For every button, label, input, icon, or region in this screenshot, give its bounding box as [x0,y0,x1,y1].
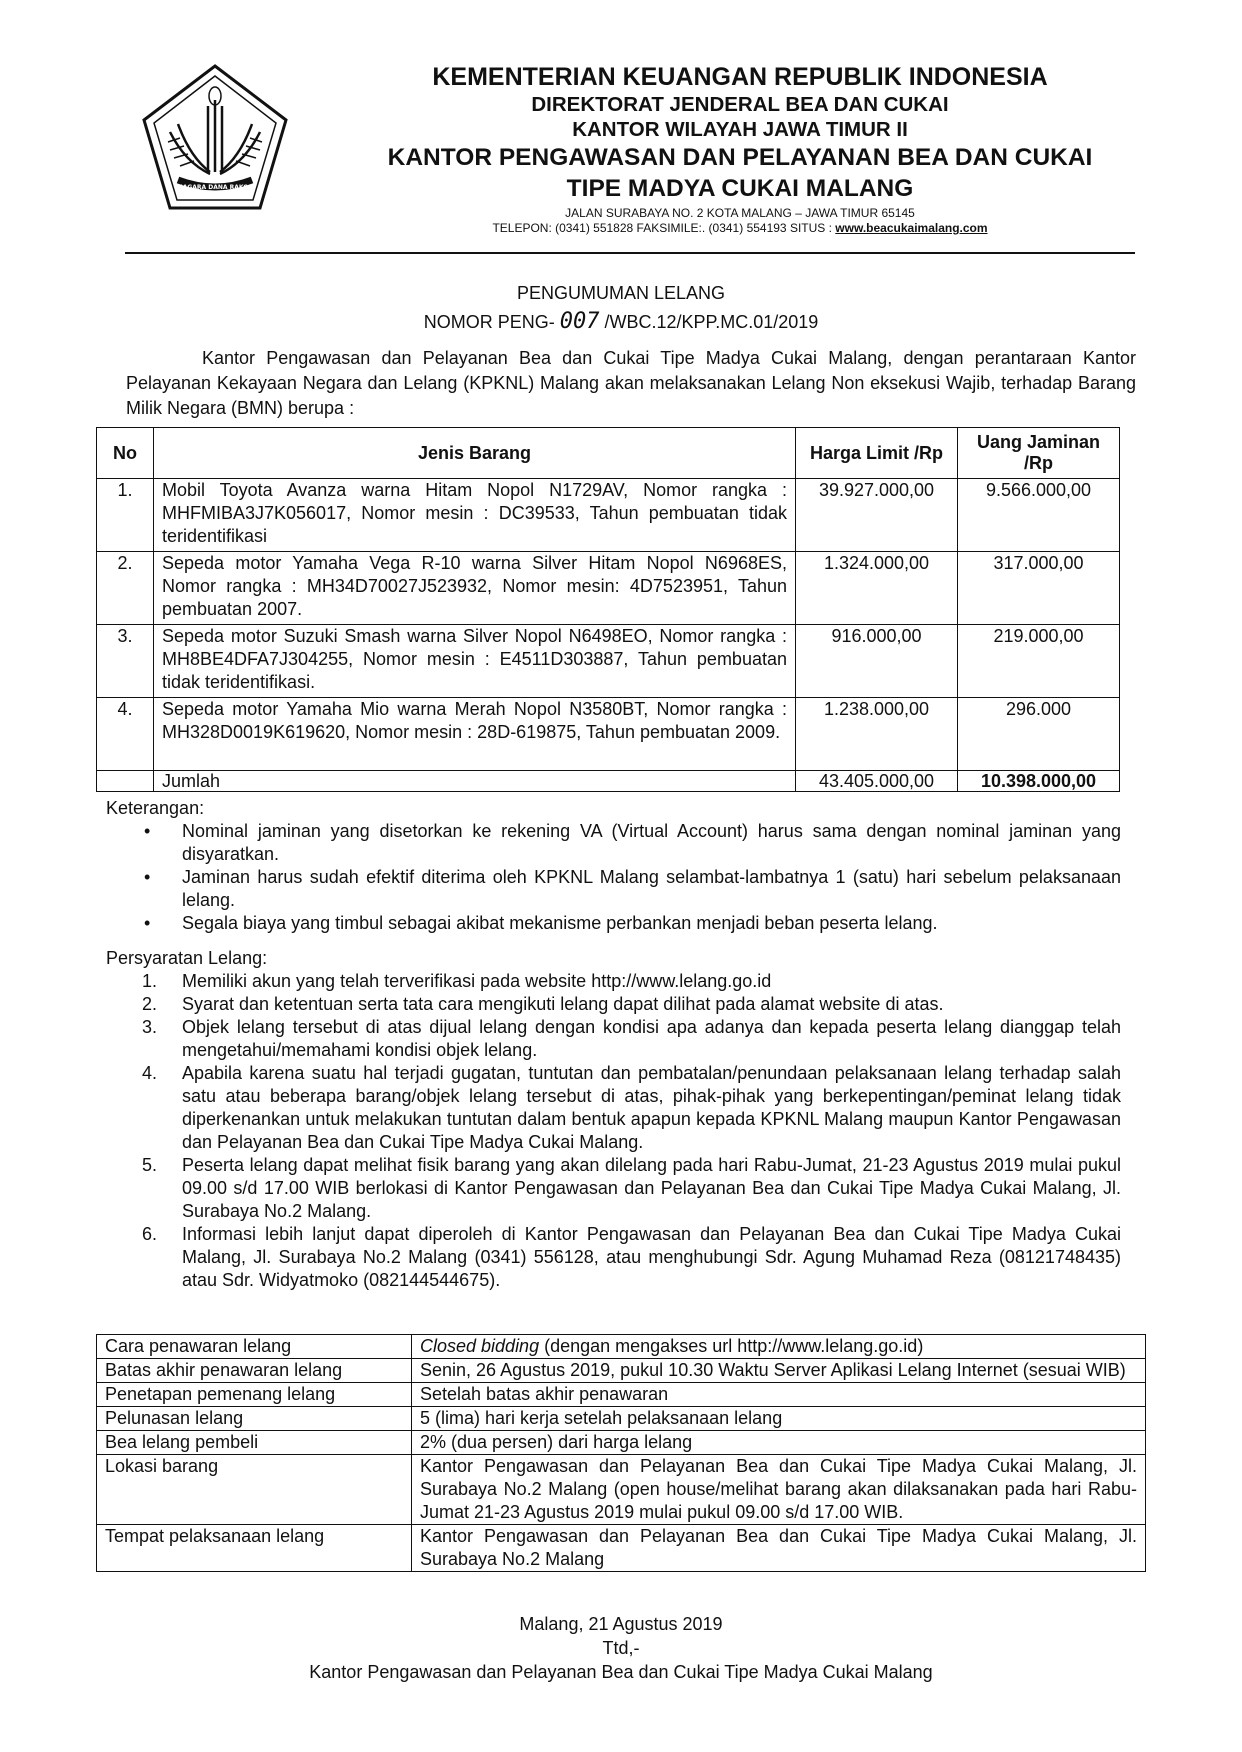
number-suffix: /WBC.12/KPP.MC.01/2019 [604,312,819,332]
detail-value: 5 (lima) hari kerja setelah pelaksanaan lelang [412,1407,1146,1431]
detail-value-text: (dengan mengakses url http://www.lelang.go.id) [539,1336,924,1356]
requirements-list [106,970,1121,1292]
table-row [97,479,1120,552]
requirements-section [106,947,1121,1292]
detail-key: Cara penawaran lelang [97,1335,412,1359]
number-prefix: NOMOR PENG- [423,312,555,332]
list-item: • Jaminan harus sudah efektif diterima oleh KPKNL Malang selambat-lambatnya 1 (satu) hari sebelum pelaksanaan lelang. [106,866,1121,912]
cell-total-harga: 43.405.000,00 [796,771,958,792]
list-item [106,970,1121,993]
detail-key: Batas akhir penawaran lelang [97,1359,412,1383]
detail-key: Pelunasan lelang [97,1407,412,1431]
detail-value: Kantor Pengawasan dan Pelayanan Bea dan Cukai Tipe Madya Cukai Malang, Jl. Surabaya No.2 Malang [412,1525,1146,1572]
detail-value-italic: Closed bidding [420,1336,540,1356]
cell-jenis: Sepeda motor Suzuki Smash warna Silver Nopol N6498EO, Nomor rangka : MH8BE4DFA7J304255, Nomor mesin : E4511D303887, Tahun pembuatan tidak teridentifikasi. [154,625,796,698]
detail-key: Bea lelang pembeli [97,1431,412,1455]
letterhead-divider [125,252,1135,254]
notes-list [106,820,1121,935]
cell-jaminan: 219.000,00 [958,625,1120,698]
header-harga-limit: Harga Limit /Rp [796,428,958,479]
intro-text: Kantor Pengawasan dan Pelayanan Bea dan Cukai Tipe Madya Cukai Malang, dengan perantaraan Kantor Pelayanan Kekayaan Negara dan Lelang (KPKNL) Malang akan melaksanakan Lelang Non eksekusi Wajib, terhadap Barang Milik Negara (BMN) berupa : [126,348,1136,418]
table-row [97,552,1120,625]
table-row [97,698,1120,771]
list-item [106,1062,1121,1154]
item-number: 4. [142,1063,158,1083]
table-row [97,1407,1146,1431]
regional-office-name: KANTOR WILAYAH JAWA TIMUR II [572,118,908,141]
table-row [97,1383,1146,1407]
cell-harga: 1.238.000,00 [796,698,958,771]
office-address: JALAN SURABAYA NO. 2 KOTA MALANG – JAWA TIMUR 65145 [565,206,915,220]
signature-block [0,1612,1242,1684]
item-number: 3. [142,1017,158,1037]
office-name: KANTOR PENGAWASAN DAN PELAYANAN BEA DAN CUKAI [387,144,1093,171]
list-item [106,993,1121,1016]
office-contact [300,221,1180,236]
emblem-motto: NAGARA DANA RAKCA [177,184,253,191]
list-item [106,1016,1121,1062]
list-item: • Segala biaya yang timbul sebagai akibat mekanisme perbankan menjadi beban peserta lelang. [106,912,1121,935]
item-number: 6. [142,1224,158,1244]
item-number: 5. [142,1155,158,1175]
signature-place-date: Malang, 21 Agustus 2019 [519,1614,723,1634]
detail-value [412,1335,1146,1359]
cell-harga: 1.324.000,00 [796,552,958,625]
item-text: Memiliki akun yang telah terverifikasi pada website http://www.lelang.go.id [182,971,772,991]
auction-details-table [96,1334,1146,1572]
notes-heading: Keterangan: [106,798,205,818]
handwritten-number: 007 [559,309,600,334]
cell-no: 4. [97,698,154,771]
header-no: No [97,428,154,479]
intro-paragraph [126,346,1136,421]
detail-value: Kantor Pengawasan dan Pelayanan Bea dan Cukai Tipe Madya Cukai Malang, Jl. Surabaya No.2 Malang (open house/melihat barang akan dilaksanakan pada hari Rabu-Jumat 21-23 Agustus 2019 mulai pukul 09.00 s/d 17.00 WIB. [412,1455,1146,1525]
detail-value: 2% (dua persen) dari harga lelang [412,1431,1146,1455]
header-uang-jaminan: Uang Jaminan /Rp [958,428,1120,479]
list-item [106,1223,1121,1292]
cell-jenis: Sepeda motor Yamaha Vega R-10 warna Silver Hitam Nopol N6968ES, Nomor rangka : MH34D70027J523932, Nomor mesin: 4D7523951, Tahun pembuatan 2007. [154,552,796,625]
detail-key: Penetapan pemenang lelang [97,1383,412,1407]
announcement-number [0,309,1242,334]
directorate-name: DIREKTORAT JENDERAL BEA DAN CUKAI [531,93,949,116]
letterhead [300,62,1180,236]
item-text: Peserta lelang dapat melihat fisik barang yang akan dilelang pada hari Rabu-Jumat, 21-23 Agustus 2019 mulai pukul 09.00 s/d 17.00 WIB berlokasi di Kantor Pengawasan dan Pelayanan Bea dan Cukai Tipe Madya Cukai Malang, Jl. Surabaya No.2 Malang. [182,1155,1121,1221]
item-number: 1. [142,971,158,991]
item-text: Apabila karena suatu hal terjadi gugatan, tuntutan dan pembatalan/penundaan pelaksanaan lelang terhadap salah satu atau beberapa barang/objek lelang tersebut di atas, pihak-pihak yang berkepentingan/peminat lelang tidak diperkenankan untuk melakukan tuntutan dalam bentuk apapun kepada KPKNL Malang maupun Kantor Pengawasan dan Pelayanan Bea dan Cukai Tipe Madya Cukai Malang. [182,1063,1121,1152]
table-row [97,1431,1146,1455]
cell-jaminan: 296.000 [958,698,1120,771]
cell-jaminan: 9.566.000,00 [958,479,1120,552]
detail-key: Lokasi barang [97,1455,412,1525]
list-item [106,1154,1121,1223]
detail-value: Senin, 26 Agustus 2019, pukul 10.30 Waktu Server Aplikasi Lelang Internet (sesuai WIB) [412,1359,1146,1383]
table-row [97,625,1120,698]
ministry-name: KEMENTERIAN KEUANGAN REPUBLIK INDONESIA [432,63,1048,91]
requirements-heading: Persyaratan Lelang: [106,948,268,968]
item-text: Objek lelang tersebut di atas dijual lelang dengan kondisi apa adanya dan kepada peserta lelang dianggap telah mengetahui/memahami kondisi objek lelang. [182,1017,1121,1060]
items-table [96,427,1120,792]
cell-no: 3. [97,625,154,698]
list-item: • Nominal jaminan yang disetorkan ke rekening VA (Virtual Account) harus sama dengan nominal jaminan yang disyaratkan. [106,820,1121,866]
detail-value: Setelah batas akhir penawaran [412,1383,1146,1407]
notes-section [106,797,1121,935]
cell-no: 1. [97,479,154,552]
contact-text: TELEPON: (0341) 551828 FAKSIMILE:. (0341) 554193 SITUS : [492,221,836,235]
cell-jenis: Mobil Toyota Avanza warna Hitam Nopol N1729AV, Nomor rangka : MHFMIBA3J7K056017, Nomor mesin : DC39533, Tahun pembuatan tidak teridentifikasi [154,479,796,552]
detail-key: Tempat pelaksanaan lelang [97,1525,412,1572]
cell-jaminan: 317.000,00 [958,552,1120,625]
header-jenis-barang: Jenis Barang [154,428,796,479]
table-row [97,1359,1146,1383]
cell-jenis: Sepeda motor Yamaha Mio warna Merah Nopol N3580BT, Nomor rangka : MH328D0019K619620, Nomor mesin : 28D-619875, Tahun pembuatan 2009. [154,698,796,771]
table-row [97,1525,1146,1572]
website-link[interactable]: www.beacukaimalang.com [835,221,988,235]
signature-ttd: Ttd,- [602,1638,640,1658]
cell-total-jaminan: 10.398.000,00 [958,771,1120,792]
item-number: 2. [142,994,158,1014]
cell-no: 2. [97,552,154,625]
item-text: Syarat dan ketentuan serta tata cara mengikuti lelang dapat dilihat pada alamat website di atas. [182,994,944,1014]
cell-harga: 39.927.000,00 [796,479,958,552]
cell-harga: 916.000,00 [796,625,958,698]
cell-total-label: Jumlah [154,771,796,792]
table-row [97,1335,1146,1359]
item-text: Informasi lebih lanjut dapat diperoleh di Kantor Pengawasan dan Pelayanan Bea dan Cukai Tipe Madya Cukai Malang, Jl. Surabaya No.2 Malang (0341) 556128, atau menghubungi Sdr. Agung Muhamad Reza (08121748435) atau Sdr. Widyatmoko (082144544675). [182,1224,1121,1290]
total-row [97,771,1120,792]
table-row [97,1455,1146,1525]
office-type: TIPE MADYA CUKAI MALANG [566,175,914,202]
items-header-row [97,428,1120,479]
signature-office: Kantor Pengawasan dan Pelayanan Bea dan Cukai Tipe Madya Cukai Malang [309,1662,933,1682]
ministry-emblem-icon [140,62,290,212]
announcement-title: PENGUMUMAN LELANG [516,283,726,303]
cell-total-blank [97,771,154,792]
